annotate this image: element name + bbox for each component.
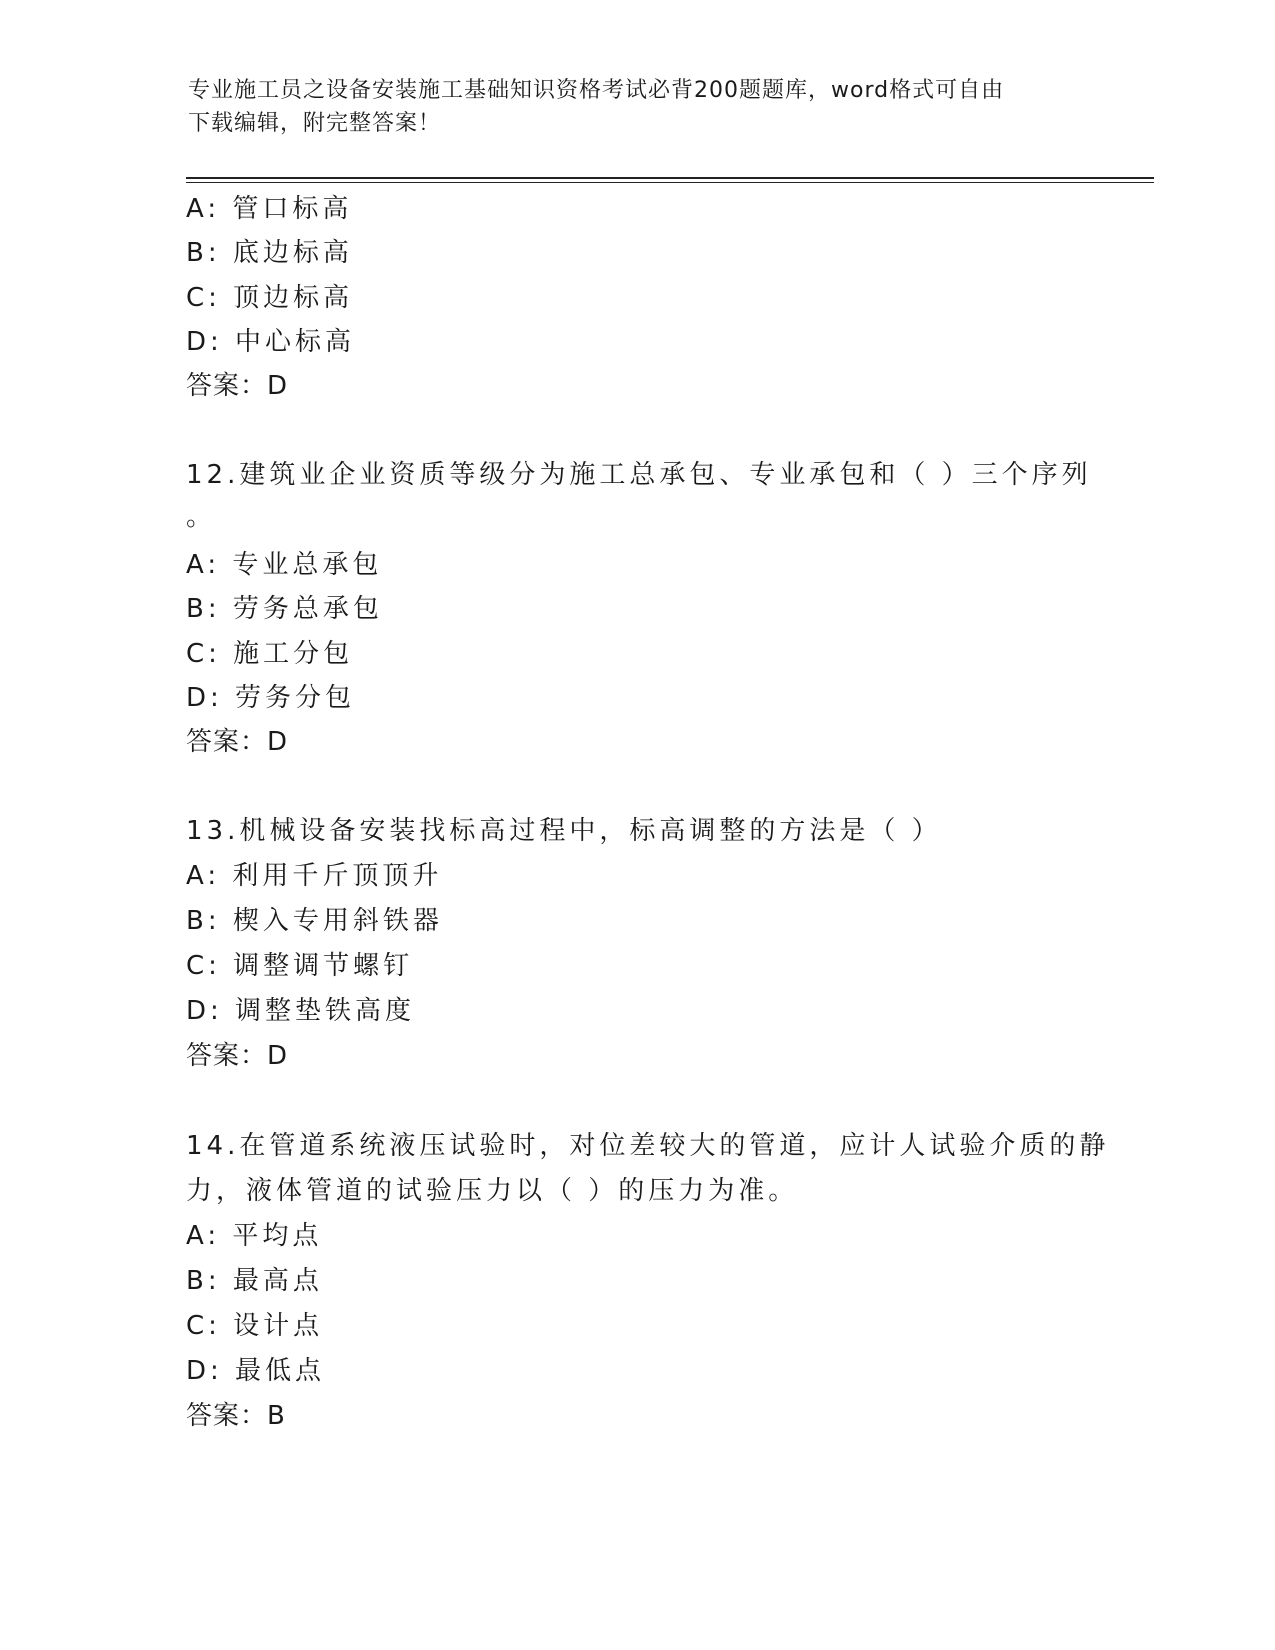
q13-option-a: A: 利用千斤顶顶升 (186, 861, 443, 891)
q12-option-d: D: 劳务分包 (186, 683, 356, 713)
q12-option-c: C: 施工分包 (186, 639, 354, 669)
header-divider-thick (186, 177, 1154, 179)
answer-label: 答案： (186, 1041, 268, 1071)
q12-option-a: A: 专业总承包 (186, 550, 383, 580)
q14-option-d: D: 最低点 (186, 1356, 326, 1386)
q14-option-b: B: 最高点 (186, 1266, 323, 1296)
q13-option-c: C: 调整调节螺钉 (186, 951, 414, 981)
answer-label: 答案： (186, 727, 268, 757)
q12-answer (186, 725, 287, 759)
q14-option-c: C: 设计点 (186, 1311, 324, 1341)
q11-option-b: B: 底边标高 (186, 238, 353, 268)
q14-stem-line-2: 力，液体管道的试验压力以（ ）的压力为准。 (186, 1176, 799, 1206)
q11-answer (186, 369, 287, 403)
header-line-1: 专业施工员之设备安装施工基础知识资格考试必背200题题库，word格式可自由 (188, 78, 1005, 103)
q11-option-a: A: 管口标高 (186, 194, 353, 224)
answer-value: D (267, 727, 288, 757)
answer-value: D (267, 1041, 288, 1071)
answer-value: B (267, 1401, 285, 1431)
q12-stem-line-1: 12.建筑业企业资质等级分为施工总承包、专业承包和（ ）三个序列 (186, 460, 1092, 490)
q12-option-b: B: 劳务总承包 (186, 594, 383, 624)
q14-option-a: A: 平均点 (186, 1221, 323, 1251)
q14-stem-line-1: 14.在管道系统液压试验时，对位差较大的管道，应计人试验介质的静 (186, 1131, 1110, 1161)
q13-option-b: B: 楔入专用斜铁器 (186, 906, 443, 936)
answer-label: 答案： (186, 1401, 268, 1431)
q12-stem-line-2: 。 (186, 502, 217, 532)
q14-answer (186, 1399, 285, 1433)
header-divider-thin (186, 182, 1154, 183)
q13-stem-line-1: 13.机械设备安装找标高过程中，标高调整的方法是（ ） (186, 816, 942, 846)
q13-option-d: D: 调整垫铁高度 (186, 996, 416, 1026)
q13-answer (186, 1039, 287, 1073)
answer-label: 答案： (186, 371, 268, 401)
answer-value: D (267, 371, 288, 401)
document-header (188, 74, 1088, 140)
q11-option-c: C: 顶边标高 (186, 283, 354, 313)
header-line-2: 下载编辑，附完整答案！ (188, 111, 442, 136)
q11-option-d: D: 中心标高 (186, 327, 356, 357)
